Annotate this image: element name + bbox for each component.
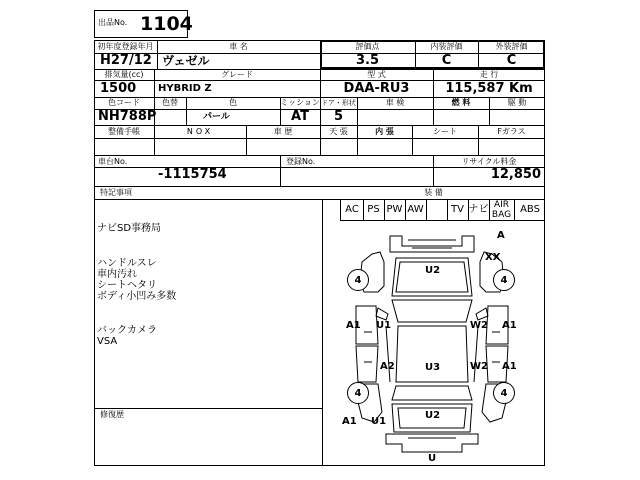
- mission-value: AT: [291, 109, 309, 124]
- damage-u2-tailgate: U2: [425, 410, 441, 421]
- equip-blank: [426, 199, 448, 221]
- equip-airbag: AIR BAG: [489, 199, 515, 221]
- label-color: 色: [229, 98, 237, 107]
- damage-a1-right-rear: A1: [502, 361, 517, 372]
- damage-w2-right-front: W2: [470, 320, 488, 331]
- recycle-fee-value: 12,850: [490, 167, 541, 182]
- damage-u3-roof: U3: [425, 362, 441, 373]
- damage-4-rear-left-tire: 4: [347, 382, 369, 404]
- label-f-glass: Fガラス: [497, 127, 526, 136]
- rear-window: [392, 386, 472, 400]
- equip-tv: TV: [447, 199, 469, 221]
- lot-number: 1104: [140, 13, 193, 35]
- rear-bumper: [386, 434, 478, 452]
- label-history: 車 歴: [273, 127, 293, 136]
- label-fuel: 燃 料: [451, 98, 471, 107]
- note-block-2-line-4: ボディ小凹み多数: [97, 291, 177, 302]
- equip-navi: ナビ: [468, 199, 490, 221]
- first-reg-value: H27/12: [100, 53, 152, 68]
- equip-aw: AW: [405, 199, 427, 221]
- label-drive: 駆 動: [507, 98, 527, 107]
- label-equipment: 装 備: [424, 188, 443, 197]
- note-line-1: ナビSD事務局: [97, 223, 162, 234]
- score-value: 3.5: [355, 53, 380, 68]
- left-rear-door: [356, 346, 378, 382]
- color-code-value: NH788P: [98, 109, 157, 124]
- exterior-grade-value: C: [506, 53, 517, 68]
- label-service-book: 整備手帳: [108, 127, 140, 136]
- note-block-2-line-2: 車内汚れ: [97, 269, 137, 280]
- note-block-3-line-2: VSA: [97, 336, 118, 347]
- damage-4-rear-right-tire: 4: [493, 382, 515, 404]
- displacement-value: 1500: [100, 81, 137, 96]
- equip-ac: AC: [341, 199, 364, 221]
- damage-a-front: A: [497, 230, 505, 241]
- label-mileage: 走 行: [479, 70, 499, 79]
- damage-a1-left-rear-bumper: A1: [342, 416, 357, 427]
- label-inspection: 車 検: [385, 98, 405, 107]
- label-nox: NOX: [186, 127, 214, 136]
- equip-pw: PW: [384, 199, 406, 221]
- damage-a1-right-front: A1: [502, 320, 517, 331]
- label-headliner: 天 張: [329, 127, 348, 136]
- car-name-value: ヴェゼル: [162, 54, 210, 68]
- label-model: 型 式: [367, 70, 386, 79]
- damage-u1-left-rear-bumper: U1: [371, 416, 387, 427]
- damage-xx-front: XX: [485, 252, 501, 263]
- color-value: パール: [203, 112, 230, 122]
- damage-a2-left-rear: A2: [380, 361, 395, 372]
- hood: [392, 258, 472, 296]
- note-block-2-line-1: ハンドルスレ: [97, 258, 157, 269]
- label-seat: シート: [433, 127, 457, 136]
- label-interior-grade: 内装評価: [430, 42, 463, 51]
- label-chassis-no: 車台No.: [98, 157, 128, 166]
- label-recycle-fee: リサイクル料金: [461, 157, 517, 166]
- note-block-2-line-3: シートヘタリ: [97, 280, 157, 291]
- damage-u2-hood: U2: [425, 265, 441, 276]
- lot-label: 出品No.: [98, 18, 128, 27]
- label-car-name: 車 名: [229, 42, 248, 51]
- interior-grade-value: C: [441, 53, 452, 68]
- damage-w2-right-rear: W2: [470, 361, 488, 372]
- car-diagram: [322, 222, 545, 466]
- label-exterior-grade: 外装評価: [495, 42, 528, 51]
- label-interior-trim: 内 張: [375, 127, 394, 136]
- note-block-3-line-1: バックカメラ: [97, 325, 157, 336]
- label-doors: ドア・形状: [321, 99, 356, 107]
- label-score: 評価点: [355, 42, 380, 51]
- equip-ps: PS: [363, 199, 385, 221]
- damage-a1-left-front: A1: [346, 320, 361, 331]
- doors-value: 5: [333, 109, 344, 124]
- damage-4-front-right-tire: 4: [493, 269, 515, 291]
- equipment-row: [340, 199, 545, 221]
- damage-4-front-left-tire: 4: [347, 269, 369, 291]
- label-first-reg: 初年度登録年月: [97, 42, 154, 51]
- label-color-code: 色コード: [108, 98, 140, 107]
- label-grade: グレード: [221, 70, 253, 79]
- windshield: [392, 300, 472, 322]
- label-displacement: 排気量(cc): [104, 70, 144, 79]
- damage-u1-left-front: U1: [376, 320, 392, 331]
- label-color-change: 色替: [162, 98, 178, 107]
- label-reg-no: 登録No.: [286, 157, 316, 166]
- equip-abs: ABS: [520, 204, 540, 215]
- label-repair-history: 修復歴: [100, 410, 124, 419]
- label-mission: ミッション: [280, 98, 320, 107]
- grade-value: HYBRID Z: [158, 83, 212, 94]
- mileage-value: 115,587 Km: [445, 81, 533, 96]
- damage-u-rear-bumper: U: [428, 453, 437, 464]
- label-special-notes: 特記事項: [100, 188, 132, 197]
- chassis-no-value: -1115754: [158, 167, 227, 182]
- model-value: DAA-RU3: [343, 81, 410, 96]
- front-bumper: [390, 236, 474, 252]
